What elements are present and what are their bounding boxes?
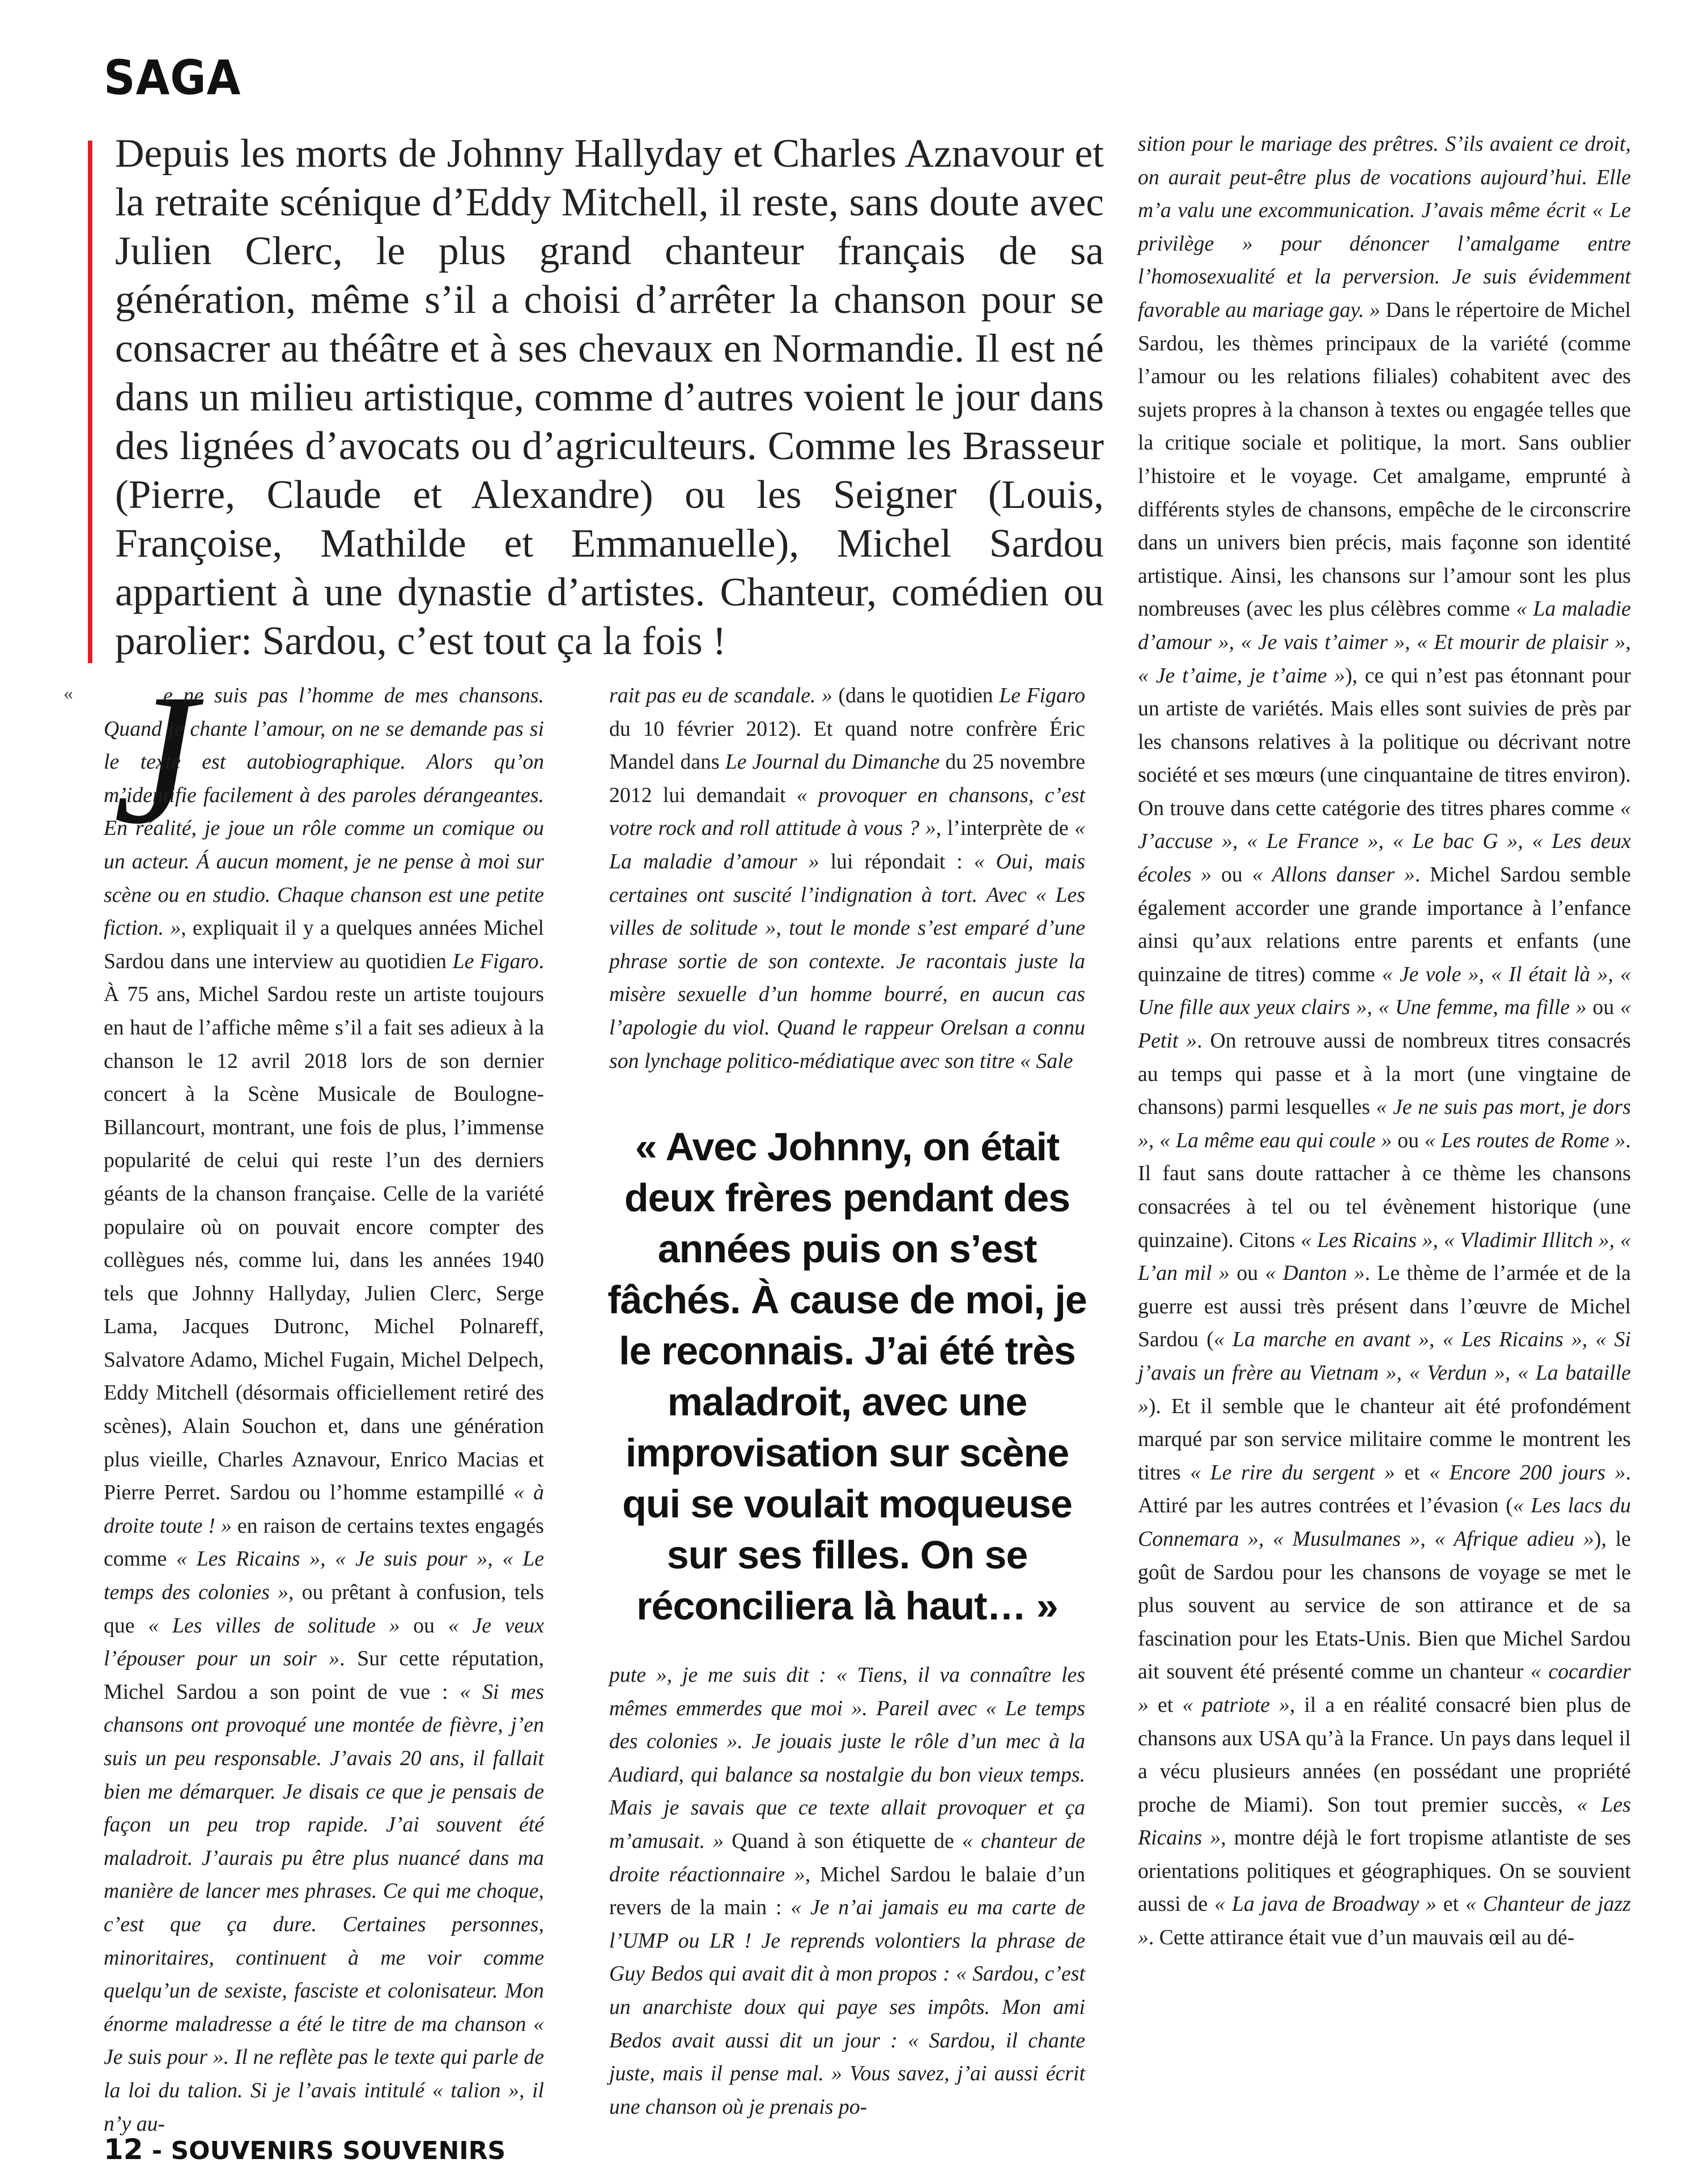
article-column-1	[104, 679, 544, 2140]
page-footer	[104, 2133, 505, 2166]
column-2-bottom-text: pute », je me suis dit : « Tiens, il va connaître les mêmes emmerdes que moi ». Pareil avec « Le temps des colonies ». Je jouais juste le rôle d’un mec à la Audiard, qui balance sa nostalgie du bon vieux temps. Mais je savais que ce texte allait provoquer et ça m’amusait. » Quand à son étiquette de « chanteur de droite réactionnaire », Michel Sardou le balaie d’un revers de la main : « Je n’ai jamais eu ma carte de l’UMP ou LR ! Je reprends volontiers la phrase de Guy Bedos qui avait dit à mon propos : « Sardou, c’est un anarchiste doux qui paye ses impôts. Mon ami Bedos avait aussi dit un jour : « Sardou, il chante juste, mais il pense mal. » Vous savez, j’ai aussi écrit une chanson où je prenais po-	[609, 1663, 1085, 2119]
article-column-2-bottom	[609, 1659, 1085, 2123]
column-1-text: e ne suis pas l’homme de mes chansons. Quand je chante l’amour, on ne se demande pas si le texte est autobiographique. Alors qu’on m’identifie facilement à des paroles dérangeantes. En réalité, je joue un rôle comme un comique ou un acteur. Á aucun moment, je ne pense à moi sur scène ou en studio. Chaque chanson est une petite fiction. », expliquait il y a quelques années Michel Sardou dans une interview au quotidien Le Figaro. À 75 ans, Michel Sardou reste un artiste toujours en haut de l’affiche même s’il a fait ses adieux à la chanson le 12 avril 2018 lors de son dernier concert à la Scène Musicale de Boulogne-Billancourt, montrant, une fois de plus, l’immense popularité de celui qui reste l’un des derniers géants de la chanson française. Celle de la variété populaire où on pouvait encore compter des collègues nés, comme lui, dans les années 1940 tels que Johnny Hallyday, Julien Clerc, Serge Lama, Jacques Dutronc, Michel Polnareff, Salvatore Adamo, Michel Fugain, Michel Delpech, Eddy Mitchell (désormais officiellement retiré des scènes), Alain Souchon et, dans une génération plus vieille, Charles Aznavour, Enrico Macias et Pierre Perret. Sardou ou l’homme estampillé « à droite toute ! » en raison de certains textes engagés comme « Les Ricains », « Je suis pour », « Le temps des colonies », ou prêtant à confusion, tels que « Les villes de solitude » ou « Je veux l’épouser pour un soir ». Sur cette réputation, Michel Sardou a son point de vue : « Si mes chansons ont provoqué une montée de fièvre, j’en suis un peu responsable. J’avais 20 ans, il fallait bien me démarquer. Je disais ce que je pensais de façon un peu trop rapide. J’ai souvent été maladroit. J’aurais pu être plus nuancé dans ma manière de lancer mes phrases. Ce qui me choque, c’est que ça dure. Certaines personnes, minoritaires, continuent à me voir comme quelqu’un de sexiste, fasciste et colonisateur. Mon énorme maladresse a été le titre de ma chanson « Je suis pour ». Il ne reflète pas le texte qui parle de la loi du talion. Si je l’avais intitulé « talion », il n’y au-	[104, 684, 545, 2136]
magazine-name: - SOUVENIRS SOUVENIRS	[143, 2136, 506, 2165]
pull-quote: « Avec Johnny, on était deux frères pendant des années puis on s’est fâchés. À cause de moi, je le reconnais. J’ai été très maladroit, avec une improvisation sur scène qui se voulait moqueuse sur ses filles. On se réconciliera là haut… »	[607, 1125, 1087, 1628]
intro-text: Depuis les morts de Johnny Hallyday et Charles Aznavour et la retraite scénique d’Eddy Mitchell, il reste, sans doute avec Julien Clerc, le plus grand chanteur français de sa génération, même s’il a choisi d’arrêter la chanson pour se consacrer au théâtre et à ses chevaux en Normandie. Il est né dans un milieu artistique, comme d’autres voient le jour dans des lignées d’avocats ou d’agriculteurs. Comme les Brasseur (Pierre, Claude et Alexandre) ou les Seigner (Louis, Françoise, Mathilde et Emmanuelle), Michel Sardou appartient à une dynastie d’artistes. Chanteur, comédien ou parolier: Sardou, c’est tout ça la fois !	[115, 131, 1104, 663]
intro-accent-bar	[88, 141, 92, 663]
article-column-2-top	[609, 679, 1085, 1078]
drop-cap: J	[113, 656, 197, 863]
opening-quote-mark: «	[63, 683, 73, 704]
section-title: SAGA	[104, 50, 241, 105]
article-column-3	[1138, 128, 1631, 1954]
quote-opening: e ne suis pas l’homme de mes chansons. Quand je chante l’amour, on ne se demande pas si le texte est autobiographique. Alors qu’on m’identifie facilement à des paroles dérangeantes. En réalité, je joue un rôle comme un comique ou un acteur. Á aucun moment, je ne pense à moi sur scène ou en studio. Chaque chanson est une petite fiction. »	[104, 684, 544, 940]
column-2-top-text: rait pas eu de scandale. » (dans le quotidien Le Figaro du 10 février 2012). Et quand notre confrère Éric Mandel dans Le Journal du Dimanche du 25 novembre 2012 lui demandait « provoquer en chansons, c’est votre rock and roll attitude à vous ? », l’interprète de « La maladie d’amour » lui répondait : « Oui, mais certaines ont suscité l’indignation à tort. Avec « Les villes de solitude », tout le monde s’est emparé d’une phrase sortie de son contexte. Je racontais juste la misère sexuelle d’un homme bourré, en aucun cas l’apologie du viol. Quand le rappeur Orelsan a connu son lynchage politico-médiatique avec son titre « Sale	[609, 684, 1086, 1073]
intro-paragraph	[115, 129, 1104, 665]
quote-reputation: « Si mes chansons ont provoqué une montée de fièvre, j’en suis un peu responsable. J’avais 20 ans, il fallait bien me démarquer. Je disais ce que je pensais de façon un peu trop rapide. J’ai souvent été maladroit. J’aurais pu être plus nuancé dans ma manière de lancer mes phrases. Ce qui me choque, c’est que ça dure. Certaines personnes, minoritaires, continuent à me voir comme quelqu’un de sexiste, fasciste et colonisateur. Mon énorme maladresse a été le titre de ma chanson « Je suis pour ». Il ne reflète pas le texte qui parle de la loi du talion. Si je l’avais intitulé « talion », il n’y au-	[104, 1680, 544, 2136]
page-number: 12	[104, 2133, 143, 2166]
column-3-text: sition pour le mariage des prêtres. S’ils avaient ce droit, on aurait peut-être plus de vocations aujourd’hui. Elle m’a valu une excommunication. J’avais même écrit « Le privilège » pour dénoncer l’amalgame entre l’homosexualité et la perversion. Je suis évidemment favorable au mariage gay. » Dans le répertoire de Michel Sardou, les thèmes principaux de la variété (comme l’amour ou les relations filiales) cohabitent avec des sujets propres à la chanson à textes ou engagée telles que la critique sociale et politique, la mort. Sans oublier l’histoire et le voyage. Cet amalgame, emprunté à différents styles de chansons, empêche de le circonscrire dans un univers bien précis, mais façonne son identité artistique. Ainsi, les chansons sur l’amour sont les plus nombreuses (avec les plus célèbres comme « La maladie d’amour », « Je vais t’aimer », « Et mourir de plaisir », « Je t’aime, je t’aime »), ce qui n’est pas étonnant pour un artiste de variétés. Mais elles sont suivies de près par les chansons relatives à la politique ou décrivant notre société et ses mœurs (une cinquantaine de titres environ). On trouve dans cette catégorie des titres phares comme « J’accuse », « Le France », « Le bac G », « Les deux écoles » ou « Allons danser ». Michel Sardou semble également accorder une grande importance à l’enfance ainsi qu’aux relations entre parents et enfants (une quinzaine de titres) comme « Je vole », « Il était là », « Une fille aux yeux clairs », « Une femme, ma fille » ou « Petit ». On retrouve aussi de nombreux titres consacrés au temps qui passe et à la mort (une vingtaine de chansons) parmi lesquelles « Je ne suis pas mort, je dors », « La même eau qui coule » ou « Les routes de Rome ». Il faut sans doute rattacher à ce thème les chansons consacrées à tel ou tel évènement historique (une quinzaine). Citons « Les Ricains », « Vladimir Illitch », « L’an mil » ou « Danton ». Le thème de l’armée et de la guerre est aussi très présent dans l’œuvre de Michel Sardou (« La marche en avant », « Les Ricains », « Si j’avais un frère au Vietnam », « Verdun », « La bataille »). Et il semble que le chanteur ait été profondément marqué par son service militaire comme le montrent les titres « Le rire du sergent » et « Encore 200 jours ». Attiré par les autres contrées et l’évasion (« Les lacs du Connemara », « Musulmanes », « Afrique adieu »), le goût de Sardou pour les chansons de voyage se met le plus souvent au service de son attirance et de sa fascination pour les Etats-Unis. Bien que Michel Sardou ait souvent été présenté comme un chanteur « cocardier » et « patriote », il a en réalité consacré bien plus de chansons aux USA qu’à la France. Un pays dans lequel il a vécu plusieurs années (en possédant une propriété proche de Miami). Son tout premier succès, « Les Ricains », montre déjà le fort tropisme atlantiste de ses orientations politiques et géographiques. On se souvient aussi de « La java de Broadway » et « Chanteur de jazz ». Cette attirance était vue d’un mauvais œil au dé-	[1138, 132, 1631, 1950]
